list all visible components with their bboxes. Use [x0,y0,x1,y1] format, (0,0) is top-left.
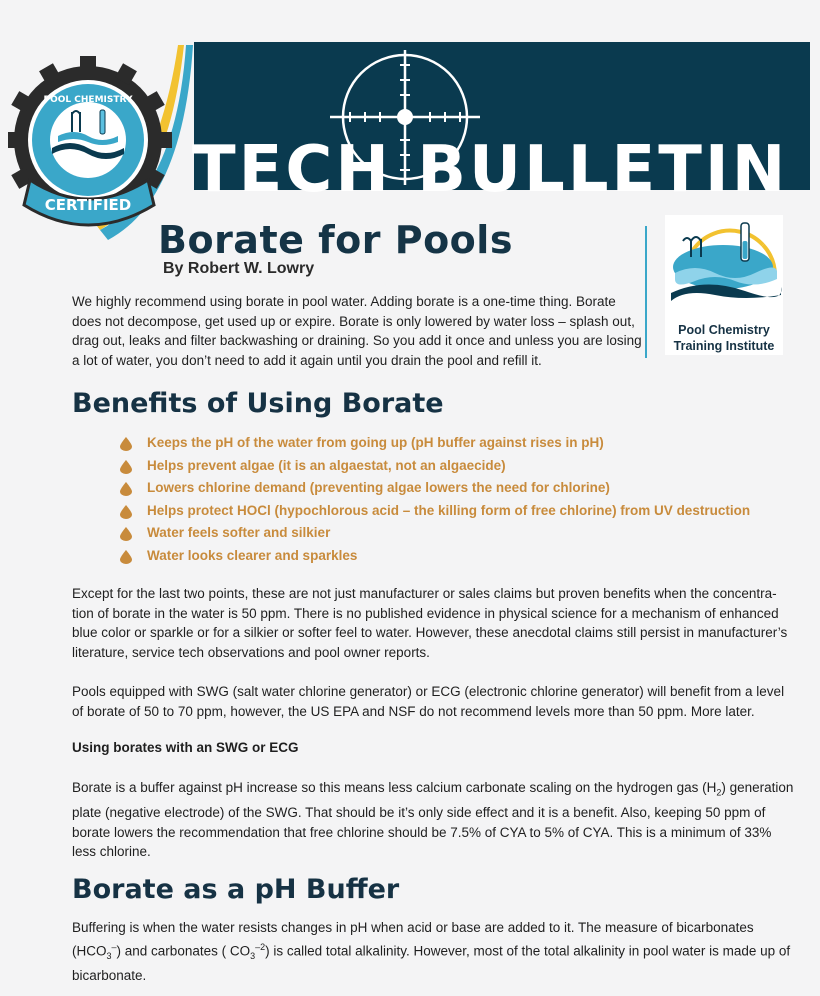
swg-heading: Using borates with an SWG or ECG [72,740,299,755]
swg-paragraph [72,778,793,862]
text-line: tion of borate in the water is 50 ppm. There is no published evidence in physical science for a mechanism of enhanced [72,605,779,621]
institute-logo [665,215,783,355]
droplet-icon [120,437,132,451]
list-item [120,455,750,478]
text-line: of borate of 50 to 70 ppm, however, the US EPA and NSF do not recommend levels more than 50 ppm. More later. [72,703,755,719]
buffer-heading: Borate as a pH Buffer [72,874,400,905]
logo-line-1: Pool Chemistry [678,323,770,337]
list-item-text: Water looks clearer and sparkles [147,547,358,563]
pool-logo-icon [665,215,783,315]
text-line: Pools equipped with SWG (salt water chlorine generator) or ECG (electronic chlorine generator) will benefit from a level [72,684,785,699]
list-item-text: Lowers chlorine demand (preventing algae lowers the need for chlorine) [147,480,610,495]
list-item [120,500,750,523]
list-item-text: Helps protect HOCl (hypochlorous acid – the killing form of free chlorine) from UV destruction [147,502,751,518]
buffer-paragraph [72,918,790,986]
certified-badge [8,40,198,240]
list-item [120,477,750,500]
text-line: Buffering is when the water resists changes in pH when acid or base are added to it. The measure of bicarbonates [72,920,754,935]
list-item [120,432,750,455]
logo-line-2: Training Institute [673,339,775,353]
list-item [120,545,750,568]
claims-paragraph [72,584,787,662]
swg-level-paragraph [72,682,784,721]
divider [645,226,647,358]
droplet-icon [120,505,132,519]
text-line: borate lowers the recommendation that free chlorine should be 7.5% of CYA to 5% of CYA. This is a minimum of 33% [72,824,772,840]
benefits-list [120,432,750,567]
badge-top-text: POOL CHEMISTRY [43,95,133,105]
page-title: Borate for Pools [158,218,513,262]
droplet-icon [120,527,132,541]
text-line: does not decompose, get used up or expire. Borate is only lowered by water loss – splash out, [72,313,635,329]
text-line: We highly recommend using borate in pool water. Adding borate is a one-time thing. Borate [72,294,616,309]
droplet-icon [120,482,132,496]
badge-certified-text: CERTIFIED [44,196,132,214]
text-line: drag out, leaks and filter backwashing or draining. So you add it once and unless you are losing [72,333,642,348]
list-item-text: Water feels softer and silkier [147,525,331,540]
text-line: plate (negative electrode) of the SWG. That should be it’s only side effect and it is a benefit. Also, keeping 50 ppm of [72,805,766,821]
benefits-heading: Benefits of Using Borate [72,388,444,419]
text-line: less chlorine. [72,844,151,860]
list-item-text: Helps prevent algae (it is an algaestat, not an algaecide) [147,457,506,473]
list-item [120,522,750,545]
tech-bulletin-title: TECH BULLETIN [192,138,789,194]
droplet-icon [120,460,132,474]
intro-paragraph [72,292,642,370]
text-line: literature, service tech observations and pool owner reports. [72,644,430,660]
text-line: a lot of water, you don’t need to add it again until you drain the pool and refill it. [72,352,542,368]
text-line: blue color or sparkle or for a silkier or softer feel to water. However, these anecdotal claims still persist in manufacturer’s [72,625,788,640]
text-line: Borate is a buffer against pH increase so this means less calcium carbonate scaling on the hydrogen gas $(H_2)$ generation [72,780,794,798]
droplet-icon [120,550,132,564]
text-line: bicarbonate. [72,968,147,984]
text-line: $(HCO_3^-)$ and carbonates ( $CO_3^{-2}$) is called total alkalinity. However, most of the total alkalinity in pool water is made up of [72,941,791,961]
list-item-text: Keeps the pH of the water from going up (pH buffer against rises in pH) [147,435,604,450]
text-line: Except for the last two points, these are not just manufacturer or sales claims but proven benefits when the concentra- [72,586,777,601]
byline: By Robert W. Lowry [163,260,315,277]
